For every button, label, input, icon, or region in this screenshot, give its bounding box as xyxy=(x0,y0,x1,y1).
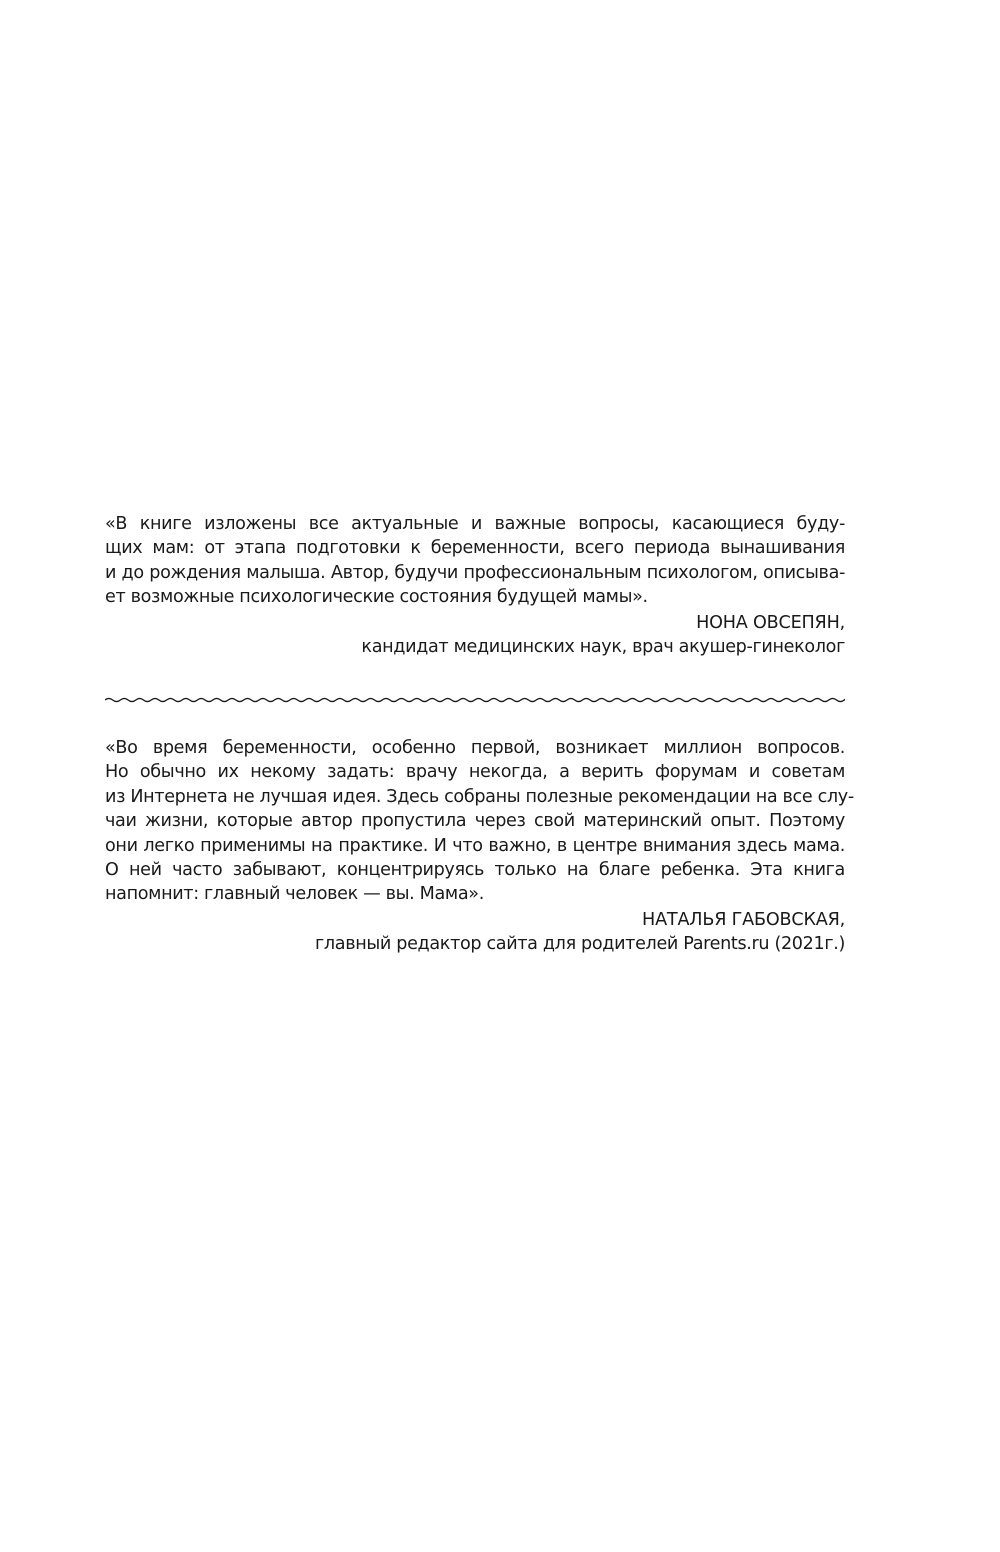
quote-author-title: главный редактор сайта для родителей Parents.ru (2021г.) xyxy=(315,934,845,955)
quote-line: «Во время беременности, особенно первой, возникает миллион вопросов. xyxy=(105,738,845,758)
review-quote-1 xyxy=(105,512,845,659)
quote-line: они легко применимы на практике. И что важно, в центре внимания здесь мама. xyxy=(105,835,845,856)
quote-line: чаи жизни, которые автор пропустила через свой материнский опыт. Поэтому xyxy=(105,811,845,832)
quote-author-title: кандидат медицинских наук, врач акушер-гинеколог xyxy=(361,637,845,658)
quote-author: НАТАЛЬЯ ГАБОВСКАЯ, xyxy=(642,909,845,930)
quote-line: и до рождения малыша. Автор, будучи профессиональным психологом, описыва- xyxy=(105,562,845,583)
quote-line: О ней часто забывают, концентрируясь только на благе ребенка. Эта книга xyxy=(105,860,845,881)
quote-line: «В книге изложены все актуальные и важные вопросы, касающиеся буду- xyxy=(105,514,845,534)
quote-line: напомнит: главный человек — вы. Мама». xyxy=(105,884,484,905)
review-quote-2 xyxy=(105,736,854,957)
quote-line: щих мам: от этапа подготовки к беременности, всего периода вынашивания xyxy=(105,538,845,559)
quote-line: из Интернета не лучшая идея. Здесь собраны полезные рекомендации на все слу- xyxy=(105,786,854,807)
wavy-divider xyxy=(105,692,845,708)
quote-author: НОНА ОВСЕПЯН, xyxy=(696,612,845,633)
quote-line: ет возможные психологические состояния будущей мамы». xyxy=(105,587,648,608)
quote-line: Но обычно их некому задать: врачу некогда, а верить форумам и советам xyxy=(105,762,845,783)
